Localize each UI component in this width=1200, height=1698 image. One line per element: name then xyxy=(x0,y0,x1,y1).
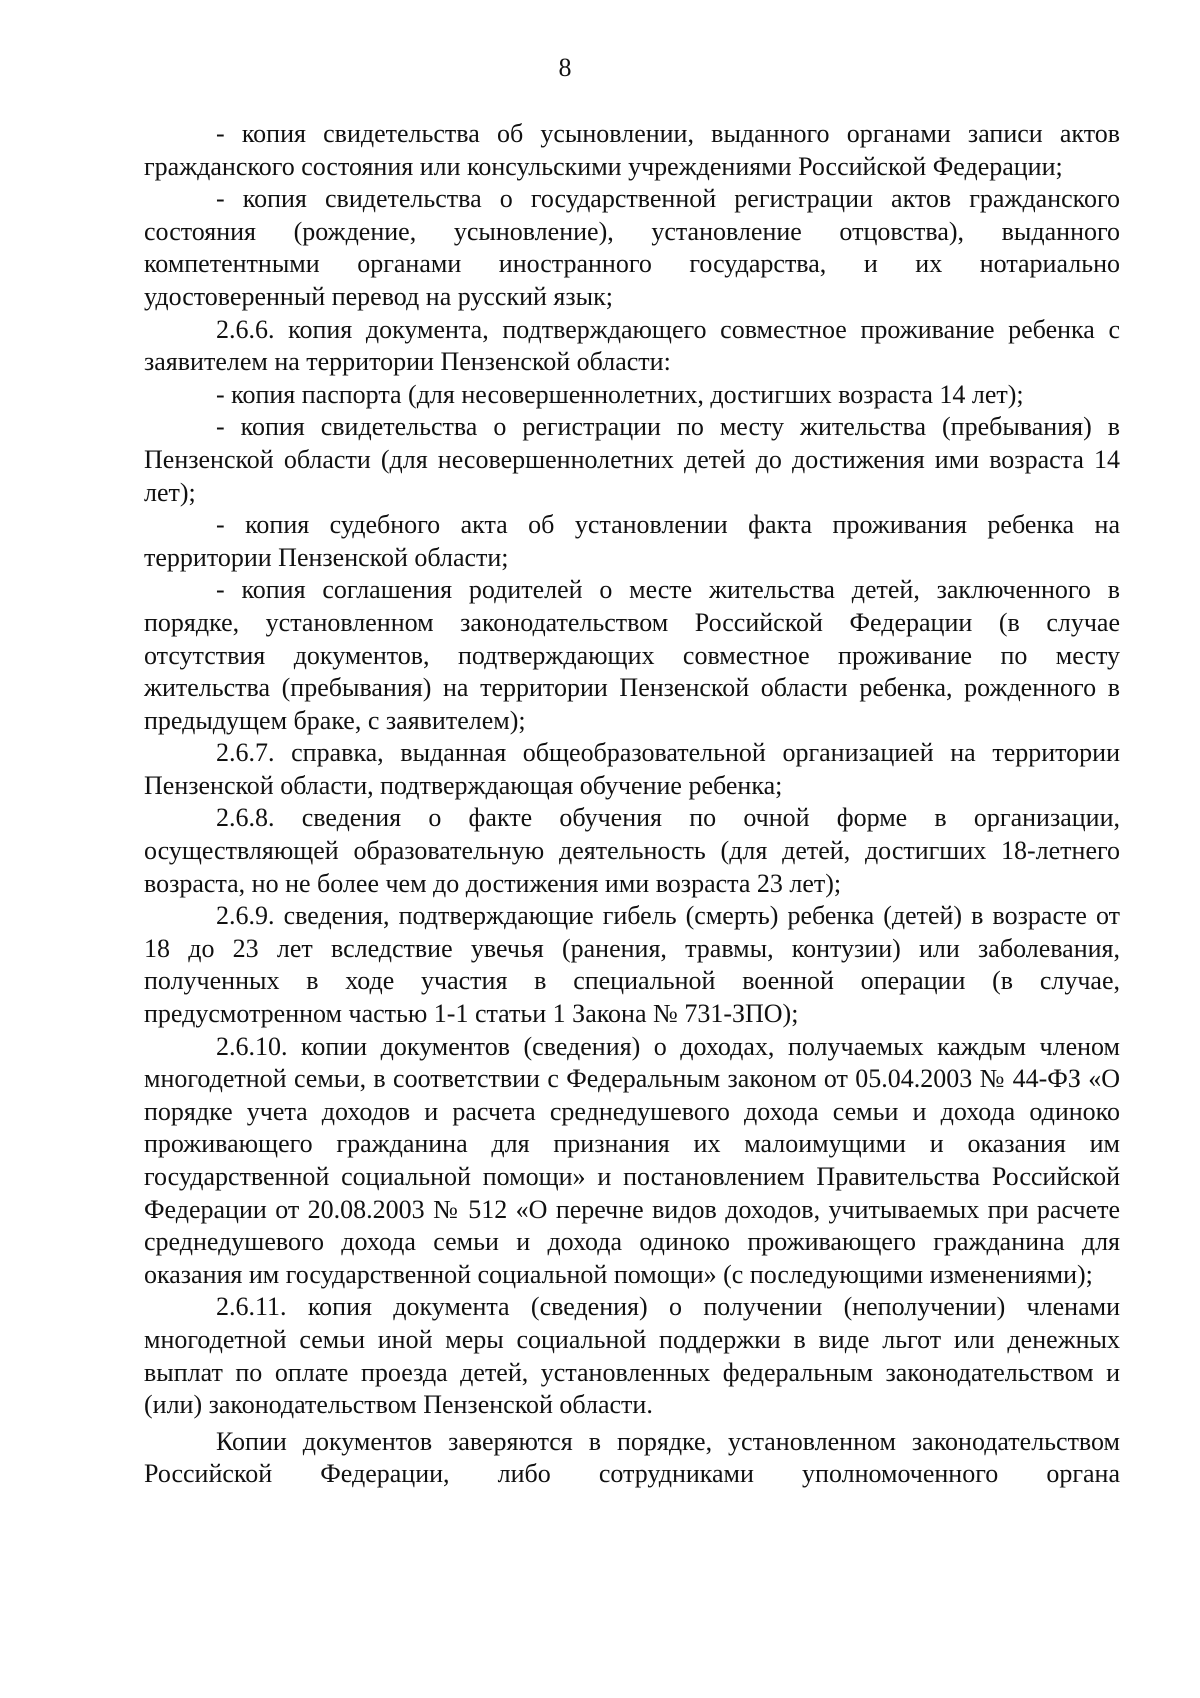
paragraph-2-6-9: 2.6.9. сведения, подтверждающие гибель (смерть) ребенка (детей) в возрасте от 18 до 23 лет вследствие увечья (ранения, травмы, контузии) или заболевания, полученных в ходе участия в специальной военной операции (в случае, предусмотренном частью 1-1 статьи 1 Закона № 731-ЗПО); xyxy=(144,901,1120,1029)
paragraph-foreign-registration-certificate: - копия свидетельства о государственной регистрации актов гражданского состояния (рождение, усыновление), установление отцовства), выданного компетентными органами иностранного государства, и их нотариально удостоверенный перевод на русский язык; xyxy=(144,184,1120,311)
paragraph-court-act: - копия судебного акта об установлении факта проживания ребенка на территории Пензенской области; xyxy=(144,510,1120,572)
paragraph-2-6-7: 2.6.7. справка, выданная общеобразовательной организацией на территории Пензенской области, подтверждающая обучение ребенка; xyxy=(144,738,1120,800)
paragraph-passport-copy: - копия паспорта (для несовершеннолетних, достигших возраста 14 лет); xyxy=(216,379,1024,409)
paragraph-2-6-6: 2.6.6. копия документа, подтверждающего совместное проживание ребенка с заявителем на территории Пензенской области: xyxy=(144,314,1120,377)
paragraph-2-6-11: 2.6.11. копия документа (сведения) о получении (неполучении) членами многодетной семьи иной меры социальной поддержки в виде льгот или денежных выплат по оплате проезда детей, установленных федеральным законодательством и (или) законодательством Пензенской области. xyxy=(144,1292,1120,1420)
paragraph-residence-registration: - копия свидетельства о регистрации по месту жительства (пребывания) в Пензенской области (для несовершеннолетних детей до достижения ими возраста 14 лет); xyxy=(144,412,1120,507)
paragraph-copies-certification: Копии документов заверяются в порядке, установленном законодательством Российской Федерации, либо сотрудниками уполномоченного органа xyxy=(144,1426,1120,1489)
paragraph-parents-agreement: - копия соглашения родителей о месте жительства детей, заключенного в порядке, установленном законодательством Российской Федерации (в случае отсутствия документов, подтверждающих совместное проживание по месту жительства (пребывания) на территории Пензенской области ребенка, рожденного в предыдущем браке, с заявителем); xyxy=(144,575,1120,735)
page-number: 8 xyxy=(558,53,572,82)
paragraph-adoption-certificate: - копия свидетельства об усыновлении, выданного органами записи актов гражданского состояния или консульскими учреждениями Российской Федерации; xyxy=(144,119,1120,181)
document-body xyxy=(144,118,1120,1491)
paragraph-2-6-10: 2.6.10. копии документов (сведения) о доходах, получаемых каждым членом многодетной семьи, в соответствии с Федеральным законом от 05.04.2003 № 44-ФЗ «О порядке учета доходов и расчета среднедушевого дохода семьи и дохода одиноко проживающего гражданина для признания их малоимущими и оказания им государственной социальной помощи» и постановлением Правительства Российской Федерации от 20.08.2003 № 512 «О перечне видов доходов, учитываемых при расчете среднедушевого дохода семьи и дохода одиноко проживающего гражданина для оказания им государственной социальной помощи» (с последующими изменениями); xyxy=(144,1031,1120,1289)
paragraph-2-6-8: 2.6.8. сведения о факте обучения по очной форме в организации, осуществляющей образовательную деятельность (для детей, достигших 18-летнего возраста, но не более чем до достижения ими возраста 23 лет); xyxy=(144,803,1120,898)
